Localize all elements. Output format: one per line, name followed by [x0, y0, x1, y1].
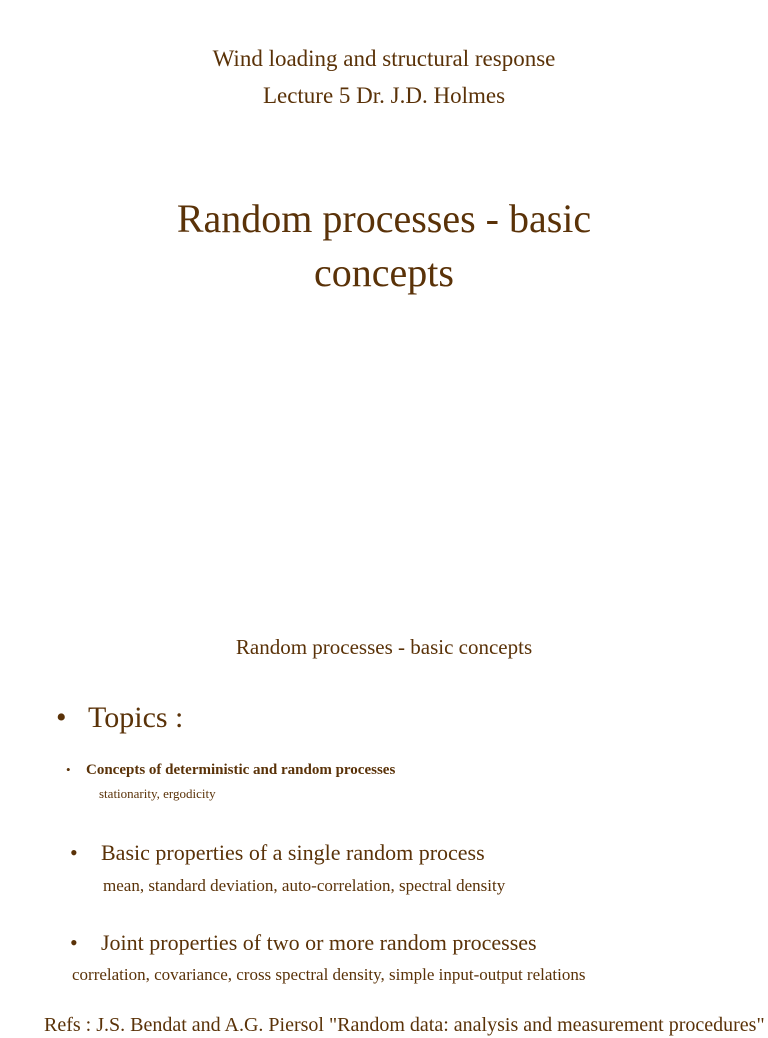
topic-item-1-subtext: stationarity, ergodicity [99, 786, 216, 801]
slide-header: Random processes - basic concepts [235, 635, 533, 659]
bullet-icon: • [70, 840, 78, 865]
topic-item-2-subtext: mean, standard deviation, auto-correlation, spectral density [103, 876, 506, 895]
slide-title [0, 192, 768, 300]
topic-item-3-text: Joint properties of two or more random processes [101, 930, 537, 955]
bullet-icon: • [56, 701, 67, 734]
topic-item-2 [70, 838, 485, 868]
bullet-icon: • [70, 930, 78, 955]
topic-item-2-text: Basic properties of a single random process [101, 840, 485, 865]
topic-item-1 [66, 760, 395, 780]
topics-label: Topics : [88, 701, 184, 734]
topic-item-3 [70, 928, 537, 958]
topics-heading [56, 698, 183, 738]
slide-title-line-1: Random processes - basic [176, 196, 592, 241]
course-title: Wind loading and structural response [212, 46, 556, 71]
lecture-author-line: Lecture 5 Dr. J.D. Holmes [262, 83, 506, 108]
references-line: Refs : J.S. Bendat and A.G. Piersol "Random data: analysis and measurement procedures" [44, 1014, 765, 1036]
slide-title-line-2: concepts [314, 250, 454, 295]
topic-item-1-text: Concepts of deterministic and random processes [86, 762, 396, 778]
bullet-icon: • [66, 762, 71, 777]
topic-item-3-subtext: correlation, covariance, cross spectral density, simple input-output relations [72, 965, 586, 984]
